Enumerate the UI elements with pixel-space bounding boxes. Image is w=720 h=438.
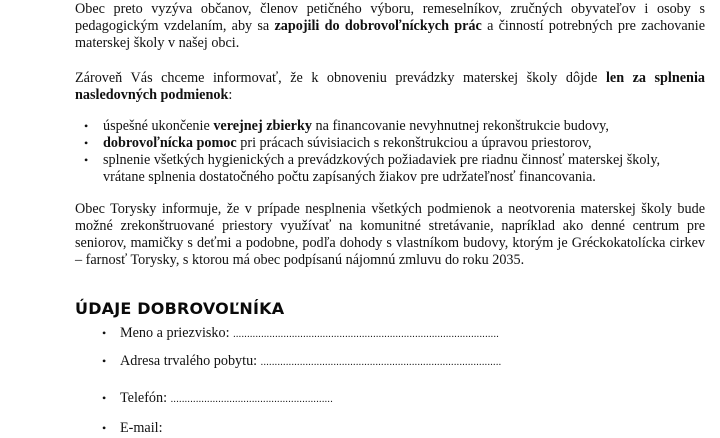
condition-text-end: pri prácach súvisiacich s rekonštrukciou a úpravou priestorov, bbox=[236, 135, 592, 151]
paragraph-alternative-use: Obec Torysky informuje, že v prípade nesplnenia všetkých podmienok a neotvorenia materskej školy bude možné zrekonštruované priestory využívať na komunitné stretávanie, napríklad ako denné centrum pre seniorov, mamičky s deťmi a podobne, podľa dohody s vlastníkom budovy, ktorým je Gréckokatolícka cirkev – farnosť Torysky, s ktorou má obec podpísanú nájomnú zmluvu do roku 2035. bbox=[75, 201, 705, 268]
volunteer-form bbox=[75, 325, 705, 437]
paragraph2-text: Zároveň Vás chceme informovať, že k obnoveniu prevádzky materskej školy dôjde bbox=[75, 70, 606, 86]
field-email bbox=[75, 420, 705, 437]
paragraph1-text-end: a činností potrebných pre zachovanie materskej školy v našej obci. bbox=[75, 18, 706, 51]
bullet-icon: • bbox=[102, 391, 107, 405]
condition-text-end: na financovanie nevyhnutnej rekonštrukcie budovy, bbox=[311, 118, 609, 134]
field-name bbox=[75, 325, 705, 342]
paragraph1-text: Obec preto vyzýva občanov, členov petičného výboru, remeselníkov, zručných obyvateľov i osoby s pedagogickým vzdelaním, aby sa bbox=[75, 1, 705, 34]
bullet-icon: • bbox=[84, 136, 89, 150]
paragraph-conditions-intro bbox=[75, 70, 705, 104]
paragraph2-text-end: : bbox=[228, 87, 233, 103]
condition-bold: verejnej zbierky bbox=[213, 118, 312, 134]
bullet-icon: • bbox=[102, 354, 107, 368]
field-blank-address[interactable]: ...................................................................................... bbox=[260, 357, 502, 368]
field-label-name: Meno a priezvisko: bbox=[120, 325, 230, 341]
condition-item bbox=[75, 152, 705, 186]
field-phone bbox=[75, 390, 705, 407]
field-blank-name[interactable]: ............................................................................................... bbox=[233, 329, 500, 340]
condition-item bbox=[75, 118, 705, 135]
paragraph-call-for-volunteers bbox=[75, 1, 705, 52]
bullet-icon: • bbox=[102, 421, 107, 435]
paragraph2-bold: len za splnenia nasledovných podmienok bbox=[75, 70, 705, 103]
condition-item bbox=[75, 135, 705, 152]
condition-text: splnenie všetkých hygienických a prevádzkových požiadaviek pre riadnu činnosť materskej školy, vrátane splnenia dostatočného počtu zapísaných žiakov pre udržateľnosť financovania. bbox=[103, 152, 661, 185]
condition-bold: dobrovoľnícka pomoc bbox=[103, 135, 237, 151]
field-label-phone: Telefón: bbox=[120, 390, 168, 406]
field-label-address: Adresa trvalého pobytu: bbox=[120, 353, 258, 369]
section-heading-volunteer-details: ÚDAJE DOBROVOĽNÍKA bbox=[75, 299, 285, 318]
bullet-icon: • bbox=[102, 326, 107, 340]
condition-text: úspešné ukončenie bbox=[103, 118, 214, 134]
paragraph1-bold: zapojili do dobrovoľníckych prác bbox=[274, 18, 482, 34]
bullet-icon: • bbox=[84, 153, 89, 167]
conditions-list bbox=[75, 118, 705, 186]
field-label-email: E-mail: bbox=[120, 420, 163, 436]
field-address bbox=[75, 353, 705, 370]
field-blank-phone[interactable]: .......................................................... bbox=[170, 394, 334, 405]
bullet-icon: • bbox=[84, 119, 89, 133]
